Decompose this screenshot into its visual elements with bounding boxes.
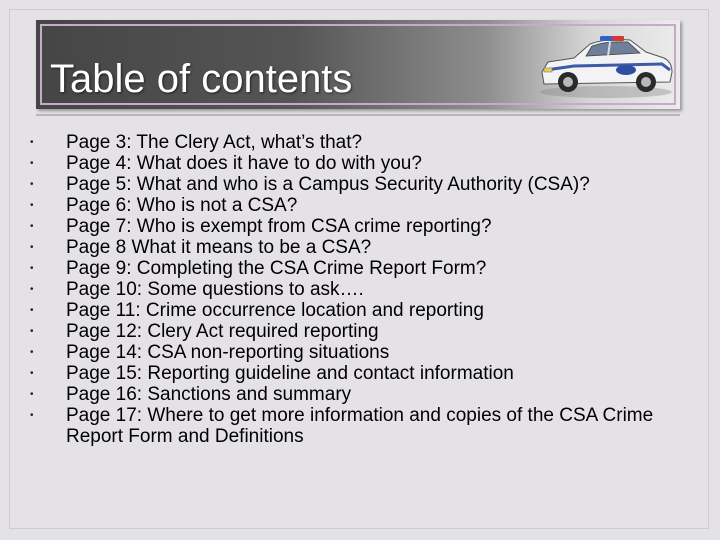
toc-item [24,237,684,258]
toc-item-label: Page 15: Reporting guideline and contact information [66,363,514,384]
bullet-icon: • [30,389,34,400]
bullet-icon: • [30,305,34,316]
toc-item-label: Page 7: Who is exempt from CSA crime reporting? [66,216,492,237]
bullet-icon: • [30,368,34,379]
bullet-icon: • [30,242,34,253]
title-divider [36,114,680,116]
toc-item [24,153,684,174]
toc-item [24,300,684,321]
toc-item [24,279,684,300]
bullet-icon: • [30,284,34,295]
toc-item [24,195,684,216]
toc-item-label: Page 11: Crime occurrence location and reporting [66,300,484,321]
bullet-icon: • [30,221,34,232]
toc-item-label: Page 5: What and who is a Campus Security Authority (CSA)? [66,174,590,195]
toc-item-label: Page 17: Where to get more information and copies of the CSA Crime Report Form and Definitions [66,405,654,447]
toc-item-label: Page 4: What does it have to do with you? [66,153,422,174]
toc-item-label: Page 14: CSA non-reporting situations [66,342,390,363]
toc-item [24,216,684,237]
police-car-icon [534,28,676,100]
bullet-icon: • [30,200,34,211]
bullet-icon: • [30,137,34,148]
toc-item-label: Page 6: Who is not a CSA? [66,195,298,216]
toc-item [24,321,684,342]
toc-item-label: Page 8 What it means to be a CSA? [66,237,372,258]
toc-item [24,384,684,405]
toc-item-label: Page 16: Sanctions and summary [66,384,352,405]
toc-item [24,174,684,195]
toc-item [24,258,684,279]
bullet-icon: • [30,410,34,421]
bullet-icon: • [30,326,34,337]
toc-item [24,132,684,153]
toc-item-label: Page 3: The Clery Act, what’s that? [66,132,363,153]
bullet-icon: • [30,347,34,358]
toc-item-label: Page 10: Some questions to ask…. [66,279,364,300]
bullet-icon: • [30,263,34,274]
slide-title: Table of contents [50,57,353,101]
toc-item [24,405,684,447]
toc-item [24,363,684,384]
table-of-contents-list [24,132,684,447]
bullet-icon: • [30,158,34,169]
bullet-icon: • [30,179,34,190]
toc-item-label: Page 12: Clery Act required reporting [66,321,379,342]
toc-item [24,342,684,363]
toc-item-label: Page 9: Completing the CSA Crime Report Form? [66,258,487,279]
